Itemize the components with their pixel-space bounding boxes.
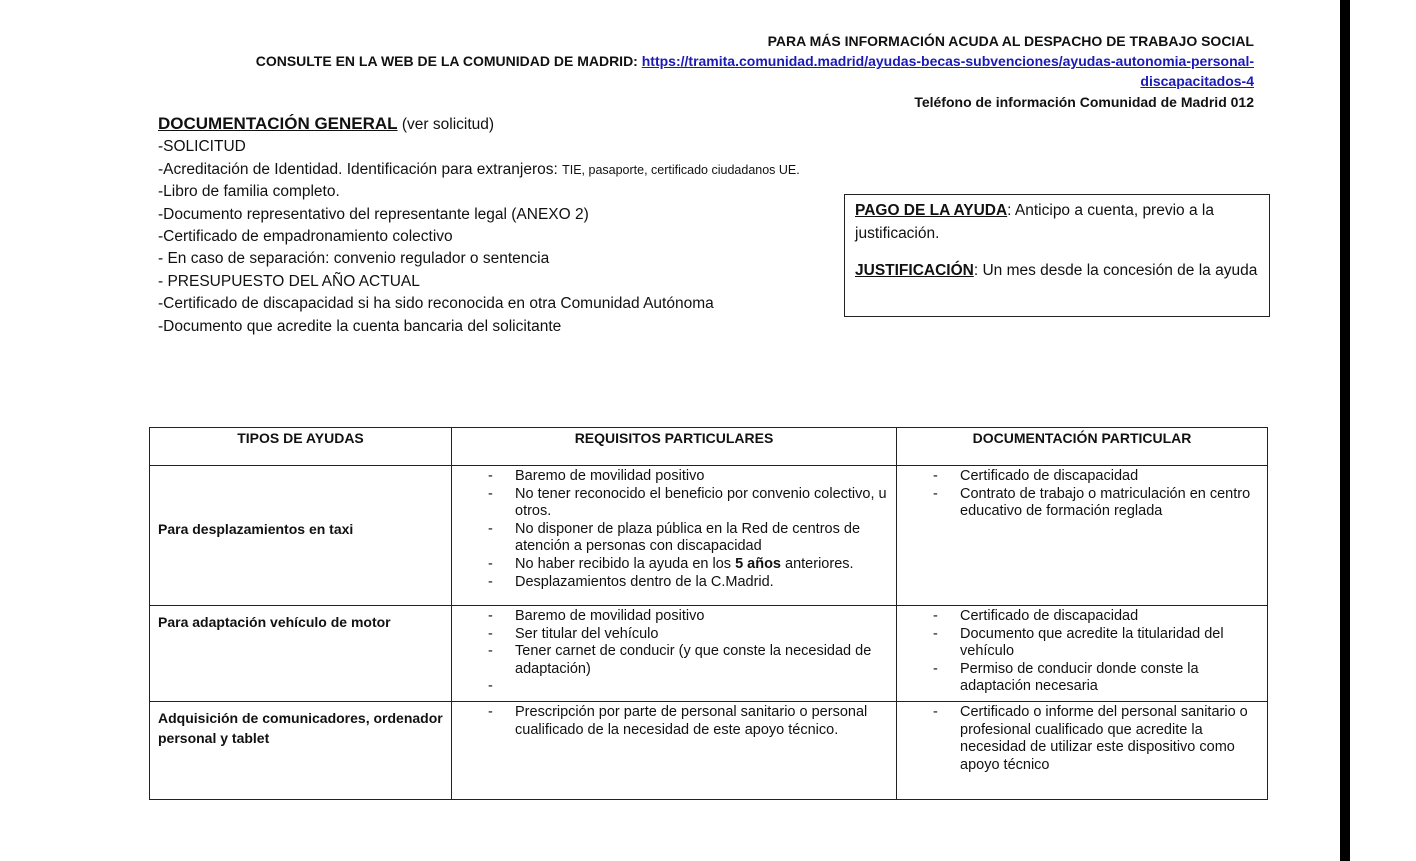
general-title: DOCUMENTACIÓN GENERAL	[158, 114, 398, 133]
requirements-cell	[452, 466, 897, 606]
header-web-line	[150, 51, 1254, 91]
aid-type-cell: Adquisición de comunicadores, ordenador personal y tablet	[150, 702, 452, 800]
window-edge-bar	[1340, 0, 1350, 861]
requirement-item: - Baremo de movilidad positivo	[452, 608, 890, 626]
document-item: - Certificado de discapacidad	[897, 608, 1261, 626]
requirement-text: No haber recibido la ayuda en los	[515, 555, 736, 572]
document-item: - Permiso de conducir donde conste la adaptación necesaria	[897, 661, 1261, 696]
requirement-item: - Desplazamientos dentro de la C.Madrid.	[452, 574, 890, 592]
requirements-cell	[452, 606, 897, 702]
header-web-prefix: CONSULTE EN LA WEB DE LA COMUNIDAD DE MADRID:	[255, 53, 642, 69]
document-item: - Documento que acredite la titularidad del vehículo	[897, 626, 1261, 661]
requirement-item: - Baremo de movilidad positivo	[452, 468, 890, 486]
documents-cell	[897, 606, 1268, 702]
general-item: -Libro de familia completo.	[158, 183, 340, 201]
general-item: -SOLICITUD	[158, 138, 246, 156]
payment-text: : Anticipo a cuenta, previo a la justificación.	[855, 202, 1214, 242]
info-link-part1: https://tramita.comunidad.madrid/ayudas-becas-subvenciones/ayudas-autonomia-personal-	[641, 53, 1254, 69]
justification-paragraph	[855, 260, 1259, 283]
table-row	[150, 702, 1268, 800]
header-info-line: PARA MÁS INFORMACIÓN ACUDA AL DESPACHO DE TRABAJO SOCIAL	[767, 33, 1254, 49]
requirement-item: - Prescripción por parte de personal sanitario o personal cualificado de la necesidad de este apoyo técnico.	[452, 704, 890, 739]
requirement-item: - Ser titular del vehículo	[452, 626, 890, 644]
payment-paragraph	[855, 200, 1259, 245]
aid-types-table	[149, 427, 1268, 800]
table-header-row	[150, 428, 1268, 466]
info-link[interactable]	[642, 53, 1254, 89]
general-item: -Certificado de discapacidad si ha sido reconocida en otra Comunidad Autónoma	[158, 295, 714, 313]
general-item-identity: -Acreditación de Identidad. Identificación para extranjeros:	[158, 160, 563, 178]
general-item	[158, 159, 858, 181]
aid-type-cell: Para desplazamientos en taxi	[150, 466, 452, 606]
general-item-identity-detail: TIE, pasaporte, certificado ciudadanos UE.	[562, 162, 800, 177]
requirements-cell	[452, 702, 897, 800]
payment-label: PAGO DE LA AYUDA	[855, 202, 1008, 219]
document-item: - Certificado de discapacidad	[897, 468, 1261, 486]
info-link-part2: discapacitados-4	[1140, 73, 1254, 89]
requirement-item: - No tener reconocido el beneficio por convenio colectivo, u otros.	[452, 486, 890, 521]
payment-box	[844, 194, 1270, 317]
table-row	[150, 466, 1268, 606]
general-item: -Documento representativo del representante legal (ANEXO 2)	[158, 205, 589, 223]
requirement-emphasis: 5 años	[735, 555, 781, 572]
general-item: -Certificado de empadronamiento colectivo	[158, 228, 453, 246]
justification-text: : Un mes desde la concesión de la ayuda	[973, 262, 1258, 279]
general-item: - PRESUPUESTO DEL AÑO ACTUAL	[158, 272, 420, 290]
documents-cell	[897, 466, 1268, 606]
header-phone-line: Teléfono de información Comunidad de Madrid 012	[914, 94, 1254, 110]
requirement-item: - Tener carnet de conducir (y que conste la necesidad de adaptación)	[452, 643, 890, 678]
right-gutter	[1350, 0, 1416, 861]
documents-cell	[897, 702, 1268, 800]
general-item: - En caso de separación: convenio regulador o sentencia	[158, 250, 550, 268]
document-item: - Contrato de trabajo o matriculación en centro educativo de formación reglada	[897, 486, 1261, 521]
general-note: (ver solicitud)	[397, 116, 495, 133]
column-header: DOCUMENTACIÓN PARTICULAR	[897, 428, 1268, 466]
table-row	[150, 606, 1268, 702]
general-item: -Documento que acredite la cuenta bancaria del solicitante	[158, 317, 562, 335]
requirement-text: anteriores.	[781, 555, 854, 572]
column-header: TIPOS DE AYUDAS	[150, 428, 452, 466]
document-item: - Certificado o informe del personal sanitario o profesional cualificado que acredite la necesidad de utilizar este dispositivo como apoyo técnico	[897, 704, 1261, 774]
general-documentation	[158, 113, 858, 338]
justification-label: JUSTIFICACIÓN	[855, 262, 974, 279]
requirement-item	[452, 556, 890, 574]
column-header: REQUISITOS PARTICULARES	[452, 428, 897, 466]
requirement-item: - No disponer de plaza pública en la Red de centros de atención a personas con discapacidad	[452, 521, 890, 556]
general-title-line	[158, 113, 858, 136]
aid-type-cell: Para adaptación vehículo de motor	[150, 606, 452, 702]
